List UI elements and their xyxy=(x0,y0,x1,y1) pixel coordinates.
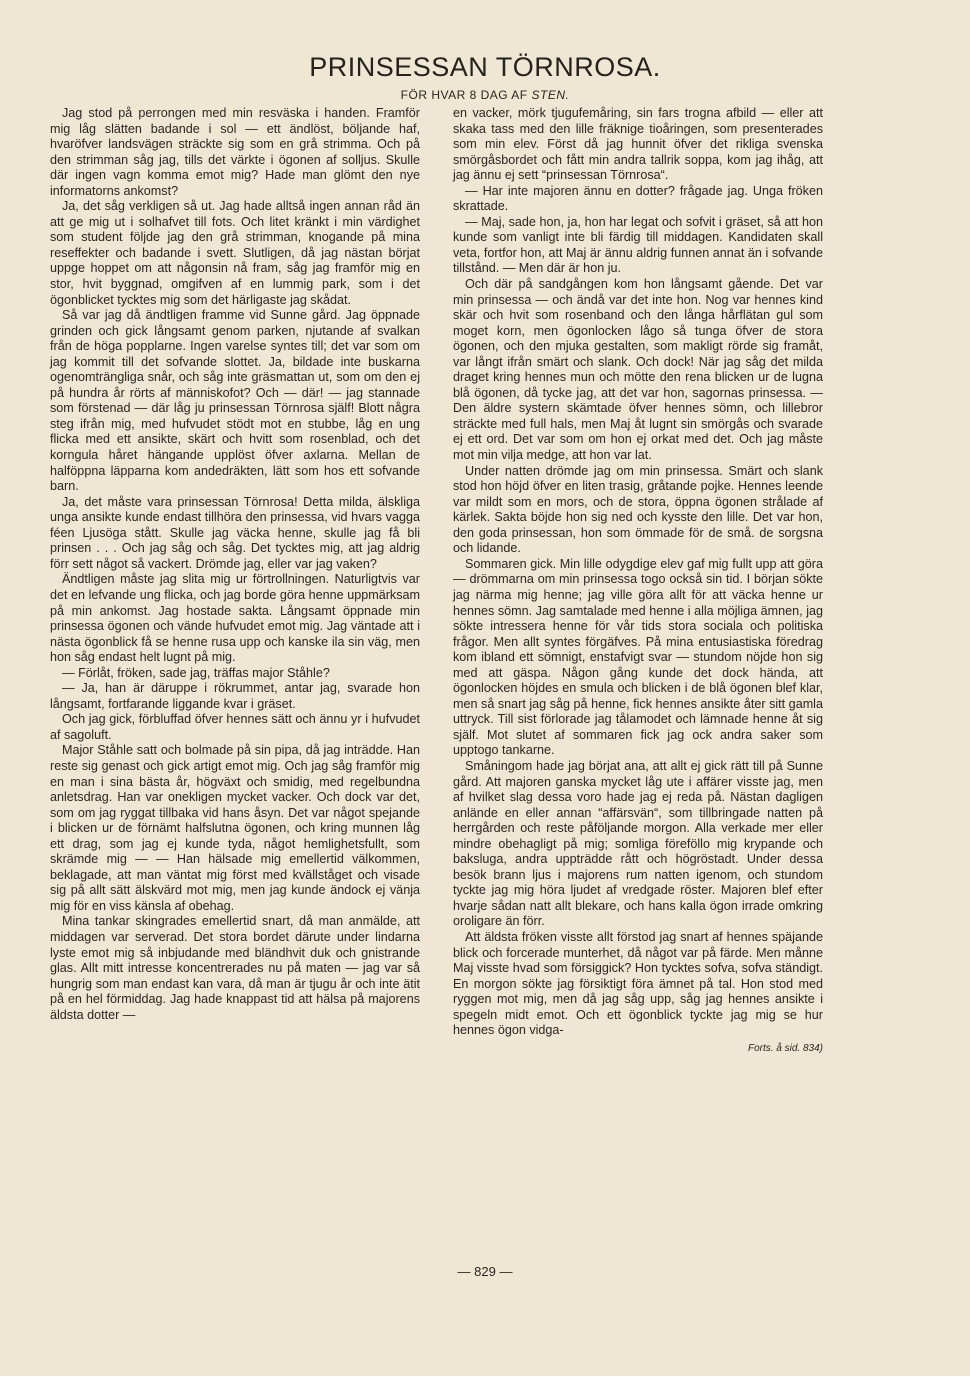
paragraph: Major Ståhle satt och bolmade på sin pipa, då jag inträdde. Han reste sig genast och gick artigt emot mig. Och jag såg framför mig en man i sina bästa år, högväxt och smidig, med regelbundna anletsdrag. Han var onekligen mycket vacker. Och dock var det, som om jag ryggat tillbaka vid hans åsyn. Det var något spejande i blicken ur de förnämt halfslutna ögonen, och kring munnen låg ett drag, som jag ej kunde tyda, något hemlighetsfullt, som skrämde mig — — Han hälsade mig emellertid välkommen, beklagade, att man väntat mig först med kvällståget och visade sig på allt sätt älskvärd mot mig, men jag kunde ändock ej vänja mig för en viss känsla af obehag. xyxy=(50,743,420,913)
byline-author: STEN. xyxy=(531,88,570,102)
paragraph: Ändtligen måste jag slita mig ur förtrollningen. Naturligtvis var det en lefvande ung flicka, och jag borde göra henne uppmärksam på min ankomst. Jag hostade sakta. Långsamt öppnade min prinsessa ögonen och vände hufvudet emot mig. Jag väntade att i nästa ögonblick få se henne rusa upp och kanske ila sin väg, men hon såg endast helt lugnt på mig. xyxy=(50,572,420,665)
paragraph: Att äldsta fröken visste allt förstod jag snart af hennes späjande blick och forcerade munterhet, då något var på färde. Men månne Maj visste hvad som försiggick? Hon tycktes sofva, sofva ständigt. En morgon sökte jag försiktigt föra ämnet på tal. Hon stod med ryggen mot mig, men då jag såg upp, såg jag hennes ansikte i spegeln midt emot. Och ett ögonblick tyckte jag mig se hur hennes ögon vidga- xyxy=(453,929,823,1038)
continuation-note: Forts. å sid. 834) xyxy=(747,1042,823,1054)
paragraph: — Har inte majoren ännu en dotter? frågade jag. Unga fröken skrattade. xyxy=(453,183,823,214)
paragraph: Småningom hade jag börjat ana, att allt ej gick rätt till på Sunne gård. Att majoren ganska mycket låg ute i affärer visste jag, men af hvilket slag dessa voro hade jag ej reda på. Nästan dagligen anlände en eller annan “affärsvän“, som tillbringade natten på herrgården och reste påföljande morgon. Alla verkade mer eller mindre obehagligt på mig; somliga föreföllo mig krypande och baksluga, andra uppträdde rått och högröstadt. Under dessa besök brann ljus i majorens rum natten igenom, och stundom tyckte jag mig höra ljudet af vredgade röster. Majoren blef efter hvarje sådan natt allt blekare, och hans kalla ögon irrade omkring oroligare än förr. xyxy=(453,758,823,929)
paragraph: Så var jag då ändtligen framme vid Sunne gård. Jag öppnade grinden och gick långsamt genom parken, njutande af svalkan från de höga popplarne. Ingen varelse syntes till; det var som om jag kommit till det sofvande slottet. Ja, bildade inte buskarna ogenomträngliga snår, och såg inte gräsmattan ut, som om den ej på hundra år rörts af människofot? Och — där! — jag stannade som förstenad — där låg ju prinsessan Törnrosa själf! Blott några steg ifrån mig, med hufvudet stödt mot en stubbe, låg en ung flicka med ett ansikte, skärt och hvitt som rosenblad, och det korngula håret hängande upplöst öfver axlarna. Mellan de halföppna läpparna kom andedräkten, lätt som hos ett sofvande barn. xyxy=(50,308,420,494)
page-number: — 829 — xyxy=(457,1264,513,1279)
story-title: PRINSESSAN TÖRNROSA. xyxy=(309,52,661,82)
paragraph: Under natten drömde jag om min prinsessa. Smärt och slank stod hon höjd öfver en liten trasig, gråtande pojke. Hennes leende var mildt som en mors, och de stora, öppna ögonen strålade af kärlek. Sakta böjde hon sig ned och kysste den lille. Det var hon, den goda prinsessan, hon som ömmade för de små. de sorgsna och lidande. xyxy=(453,463,823,556)
paragraph: Ja, det måste vara prinsessan Törnrosa! Detta milda, älskliga unga ansikte kunde endast tillhöra den prinsessa, vid hvars vagga féen Ljusöga stått. Skulle jag väcka henne, skulle jag få bli prinsen . . . Och jag såg och såg. Det tycktes mig, att jag aldrig förr sett något så vackert. Drömde jag, eller var jag vaken? xyxy=(50,494,420,571)
paragraph: Och jag gick, förbluffad öfver hennes sätt och ännu yr i hufvudet af sagoluft. xyxy=(50,712,420,742)
paragraph: Och där på sandgången kom hon långsamt gående. Det var min prinsessa — och ändå var det inte hon. Nog var hennes kind skär och hvit som rosenband och den långa hårflätan gul som moget korn, men ögonlocken lågo så tunga öfver de stora ögonen, och den mjuka gestalten, som makligt rörde sig framåt, var långt ifrån smärt och slank. Och dock! När jag såg det milda draget kring hennes mun och mötte den rena blicken ur de lugna blå ögonen, då tycke jag, att det var hon, sagornas prinsessa. — Den äldre systern skämtade öfver hennes sömn, och lillebror sträckte med full hals, men Maj åt lugnt sin smörgås och svarade ej ett ord. Det var som om hon ej orkat med det. Och jag måste mot min vilja medge, att hon var lat. xyxy=(453,277,823,463)
paragraph: — Ja, han är däruppe i rökrummet, antar jag, svarade hon långsamt, fortfarande liggande kvar i gräset. xyxy=(50,681,420,711)
byline-prefix: FÖR HVAR 8 DAG AF xyxy=(400,88,528,102)
byline xyxy=(0,88,970,102)
paragraph: — Maj, sade hon, ja, hon har legat och sofvit i gräset, så att hon kunde som vanligt inte bli färdig till middagen. Kandidaten skall veta, fortfor hon, att Maj är ännu aldrig funnen annat än i sofvande tillstånd. — Men där är hon ju. xyxy=(453,214,823,276)
paragraph: Sommaren gick. Min lille odygdige elev gaf mig fullt upp att göra — drömmarna om min prinsessa togo också sin tid. I början sökte jag närma mig henne; jag ville göra allt för att väcka henne ur hennes sömn. Jag samtalade med henne i alla möjliga ämnen, jag sökte intressera henne för vår tids stora sociala och politiska frågor. Men allt syntes förgäfves. På mina entusiastiska föredrag kom ibland ett sömnigt, enstafvigt svar — stundom nöjde hon sig med att gäspa. Någon gång kunde det dock hända, att ögonlocken höjdes en smula och blicken i de blå ögonen blef klar, men så snart jag såg på henne, fick hennes ansikte åter sitt gamla uttryck. Till sist förlorade jag tålamodet och lämnade henne åt sig själf. Mot slutet af sommaren fick jag ock andra saker som upptogo tankarne. xyxy=(453,556,823,758)
paragraph: Ja, det såg verkligen så ut. Jag hade alltså ingen annan råd än att ge mig ut i solhafvet till fots. Och litet kränkt i min värdighet som student följde jag den grå strimman, knogande på mina reseffekter och badande i svett. Slutligen, då jag nästan börjat uppge hoppet om att någonsin nå fram, såg jag framför mig en stor, hvit byggnad, omgifven af en lummig park, som i det ögonblicket tycktes mig som det härligaste jag skådat. xyxy=(50,199,420,307)
paragraph: — Förlåt, fröken, sade jag, träffas major Ståhle? xyxy=(62,665,330,680)
paragraph: en vacker, mörk tjugufemåring, sin fars trogna afbild — eller att skaka tass med den lille fräknige tioåringen, som presenterades som min elev. Först då jag hunnit öfver det rikliga svenska smörgåsbordet och fått min andra tallrik soppa, kom jag ihåg, att jag ännu ej sett “prinsessan Törnrosa“. xyxy=(453,106,823,183)
paragraph: Jag stod på perrongen med min resväska i handen. Framför mig låg slätten badande i sol — ett ändlöst, böljande haf, hvaröfver landsvägen sträckte sig som en grå strimma. Och på den strimman såg jag, tills det värkte i ögonen af solljus. Skulle där ingen vagn komma emot mig? Hade man glömt den nye informatorns ankomst? xyxy=(50,106,420,198)
paragraph: Mina tankar skingrades emellertid snart, då man anmälde, att middagen var serverad. Det stora bordet därute under lindarna lyste emot mig så inbjudande med bländhvit duk och gnistrande glas. Allt mitt intresse koncentrerades nu på maten — jag var så hungrig som man endast kan vara, då man är tjugu år och inte ätit på en hel förmiddag. Jag hade knappast tid att hälsa på majorens äldsta dotter — xyxy=(50,914,420,1022)
right-column xyxy=(453,106,823,1056)
left-column xyxy=(50,106,420,1023)
